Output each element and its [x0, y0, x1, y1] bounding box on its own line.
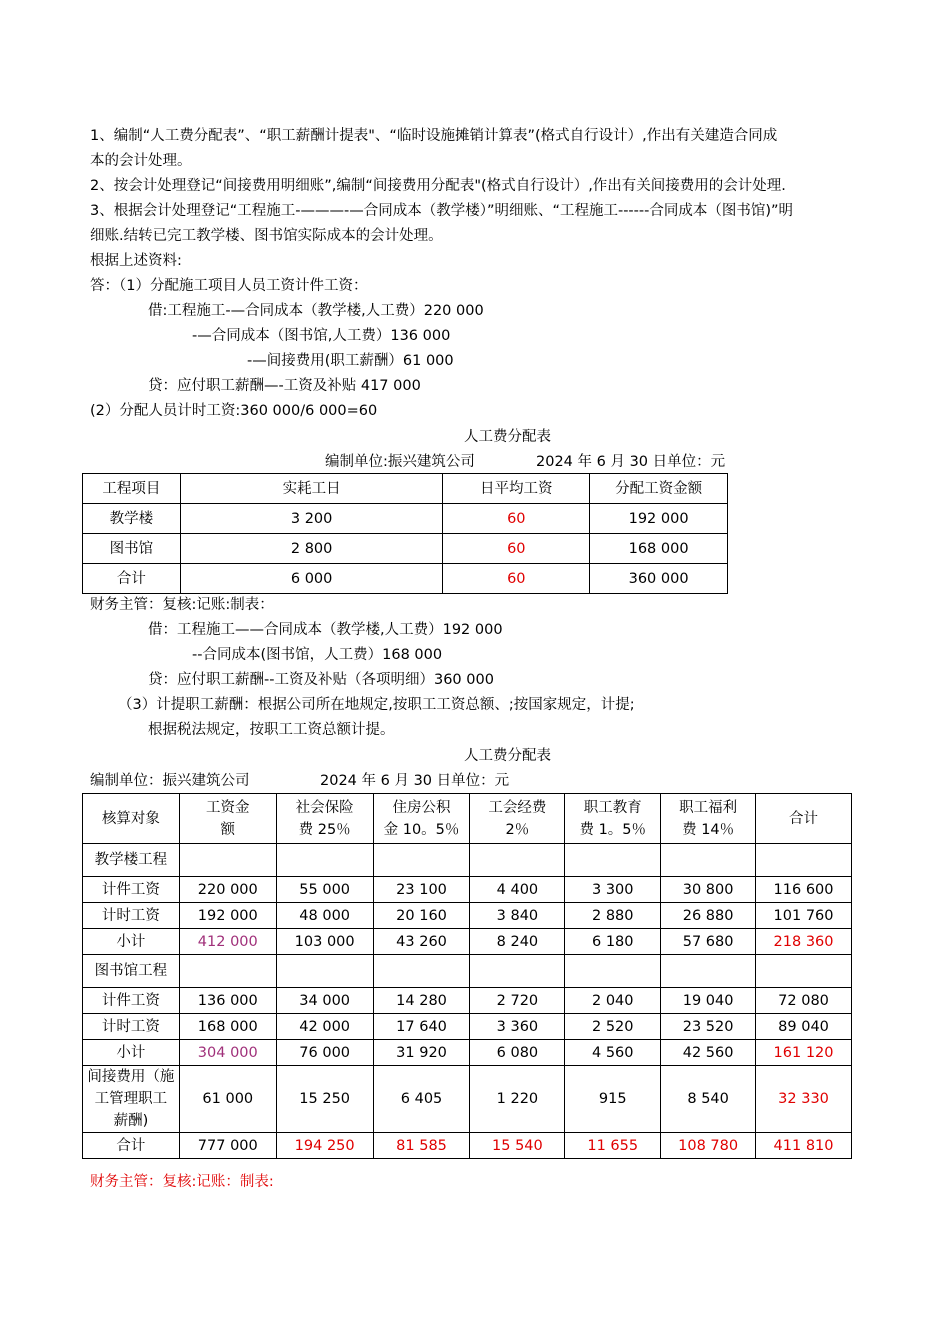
table-2-cell: 76 000	[276, 1040, 373, 1066]
table-1-row	[83, 504, 728, 534]
table-2-cell: 72 080	[756, 988, 852, 1014]
table-2-header-line: 额	[220, 821, 236, 838]
table-2-cell	[565, 844, 661, 877]
table-1-cell: 教学楼	[83, 504, 181, 534]
table-1-cell: 2 800	[180, 534, 443, 564]
table-2-cell	[83, 1066, 180, 1133]
table-2-header-line: 职工教育	[583, 799, 642, 816]
table-2-cell: 915	[565, 1066, 661, 1133]
table-2-cell: 2 720	[470, 988, 565, 1014]
table-2-cell: 3 840	[470, 903, 565, 929]
table-2-cell: 103 000	[276, 929, 373, 955]
table-2-cell: 55 000	[276, 877, 373, 903]
table-2-cell: 教学楼工程	[83, 844, 180, 877]
table-2-cell: 8 240	[470, 929, 565, 955]
table-2-cell: 220 000	[179, 877, 276, 903]
question-1-line-2: 本的会计处理。	[90, 153, 192, 169]
table-2-cell: 1 220	[470, 1066, 565, 1133]
table-2-cell: 23 520	[661, 1014, 756, 1040]
table-2-row	[83, 955, 852, 988]
table-1-cell: 60	[443, 564, 590, 594]
question-3-line-2: 细账.结转已完工教学楼、图书馆实际成本的会计处理。	[90, 228, 443, 244]
table-2-cell: 89 040	[756, 1014, 852, 1040]
answer-2: (2）分配人员计时工资:360 000/6 000=60	[90, 403, 378, 419]
table-2-cell: 777 000	[179, 1133, 276, 1159]
question-1-line-1: 1、编制“人工费分配表”、“职工薪酬计提表"、“临时设施摊销计算表”(格式自行设计）,作出有关建造合同成	[90, 128, 778, 144]
journal-2-credit: 贷：应付职工薪酬--工资及补贴（各项明细）360 000	[148, 672, 494, 688]
table-2-cell: 34 000	[276, 988, 373, 1014]
table-2-header-cell	[83, 794, 180, 844]
table-1-signature: 财务主管：复核:记账:制表：	[90, 597, 274, 613]
table-2-cell: 8 540	[661, 1066, 756, 1133]
table-1-cell: 360 000	[590, 564, 728, 594]
table-2-header-line: 住房公积	[392, 799, 451, 816]
table-1-cell: 60	[443, 534, 590, 564]
table-2-signature: 财务主管：复核:记账：制表:	[90, 1174, 274, 1190]
table-2-cell: 14 280	[373, 988, 470, 1014]
table-1-header-cell: 日平均工资	[443, 474, 590, 504]
table-2-row	[83, 903, 852, 929]
table-2-cell: 6 405	[373, 1066, 470, 1133]
table-2-cell	[470, 844, 565, 877]
table-1-cell: 合计	[83, 564, 181, 594]
journal-1-debit-2: -—合同成本（图书馆,人工费）136 000	[192, 328, 451, 344]
table-2-cell	[276, 955, 373, 988]
table-2-header-line: 社会保险	[295, 799, 354, 816]
table-2-header-cell	[470, 794, 565, 844]
table-2-cell: 23 100	[373, 877, 470, 903]
table-2-cell	[179, 955, 276, 988]
table-2-header-cell	[373, 794, 470, 844]
table-2-cell: 42 560	[661, 1040, 756, 1066]
table-2-cell: 108 780	[661, 1133, 756, 1159]
journal-1-debit: 借:工程施工-—合同成本（教学楼,人工费）220 000	[148, 303, 484, 319]
table-2-cell: 412 000	[179, 929, 276, 955]
journal-1-debit-3: -—间接费用(职工薪酬）61 000	[247, 353, 454, 369]
table-1-date: 2024 年 6 月 30 日单位：元	[536, 454, 726, 470]
table-2-cell	[756, 955, 852, 988]
table-1-row	[83, 564, 728, 594]
table-2-header-cell	[565, 794, 661, 844]
table-2-header-line: 费 25％	[298, 821, 351, 838]
table-2-header-cell	[661, 794, 756, 844]
table-2-header-line: 职工福利	[679, 799, 738, 816]
table-2-cell: 小计	[83, 1040, 180, 1066]
table-2-cell: 32 330	[756, 1066, 852, 1133]
table-2-row	[83, 1040, 852, 1066]
basis-label: 根据上述资料:	[90, 253, 182, 269]
table-2-row	[83, 1066, 852, 1133]
table-2-cell: 57 680	[661, 929, 756, 955]
table-2-row	[83, 1014, 852, 1040]
table-2-header-line: 费 1。5％	[579, 821, 647, 838]
table-2-cell: 2 520	[565, 1014, 661, 1040]
payroll-accrual-table	[82, 793, 852, 1159]
table-2-header-cell	[179, 794, 276, 844]
table-2-cell: 17 640	[373, 1014, 470, 1040]
table-2-cell: 2 880	[565, 903, 661, 929]
answer-3-line-1: （3）计提职工薪酬：根据公司所在地规定,按职工工资总额、;按国家规定，计提;	[118, 697, 635, 713]
table-2-cell: 26 880	[661, 903, 756, 929]
table-2-cell: 计时工资	[83, 903, 180, 929]
table-2-cell: 30 800	[661, 877, 756, 903]
table-1-title: 人工费分配表	[464, 429, 551, 445]
table-2-header-line: 工会经费	[488, 799, 547, 816]
table-1-cell: 168 000	[590, 534, 728, 564]
table-2-cell	[661, 955, 756, 988]
table-2-cell: 192 000	[179, 903, 276, 929]
table-1-cell: 图书馆	[83, 534, 181, 564]
salary-allocation-table	[82, 473, 728, 594]
table-1-header-cell: 分配工资金额	[590, 474, 728, 504]
table-2-header-cell	[276, 794, 373, 844]
table-2-cell: 101 760	[756, 903, 852, 929]
table-1-cell: 60	[443, 504, 590, 534]
table-2-cell	[373, 955, 470, 988]
table-2-cell: 20 160	[373, 903, 470, 929]
table-2-cell	[179, 844, 276, 877]
table-2-row	[83, 1133, 852, 1159]
answer-1: 答：（1）分配施工项目人员工资计件工资：	[90, 278, 368, 294]
table-2-cell: 6 080	[470, 1040, 565, 1066]
table-2-cell: 42 000	[276, 1014, 373, 1040]
table-2-cell: 116 600	[756, 877, 852, 903]
table-2-cell	[373, 844, 470, 877]
table-2-cell: 304 000	[179, 1040, 276, 1066]
table-2-cell	[470, 955, 565, 988]
table-2-cell: 图书馆工程	[83, 955, 180, 988]
table-2-cell: 161 120	[756, 1040, 852, 1066]
table-2-cell: 81 585	[373, 1133, 470, 1159]
question-2: 2、按会计处理登记“间接费用明细账”,编制“间接费用分配表"(格式自行设计）,作出有关间接费用的会计处理.	[90, 178, 786, 194]
table-2-row	[83, 877, 852, 903]
table-2-title: 人工费分配表	[464, 748, 551, 764]
table-2-cell-line: 工管理职工	[94, 1091, 168, 1107]
table-2-header-cell	[756, 794, 852, 844]
table-2-cell: 31 920	[373, 1040, 470, 1066]
table-2-cell: 合计	[83, 1133, 180, 1159]
table-2-cell: 11 655	[565, 1133, 661, 1159]
journal-2-debit-2: --合同成本(图书馆，人工费）168 000	[192, 647, 443, 663]
table-2-cell: 15 250	[276, 1066, 373, 1133]
table-2-cell: 168 000	[179, 1014, 276, 1040]
journal-2-debit: 借：工程施工——合同成本（教学楼,人工费）192 000	[148, 622, 503, 638]
table-1-header-cell: 实耗工日	[180, 474, 443, 504]
table-2-cell: 计件工资	[83, 877, 180, 903]
table-2-cell	[565, 955, 661, 988]
table-1-cell: 3 200	[180, 504, 443, 534]
table-2-cell: 4 400	[470, 877, 565, 903]
table-2-cell: 3 360	[470, 1014, 565, 1040]
table-2-cell: 小计	[83, 929, 180, 955]
table-2-row	[83, 988, 852, 1014]
table-2-row	[83, 929, 852, 955]
question-3-line-1: 3、根据会计处理登记“工程施工-———-—合同成本（教学楼）”明细账、“工程施工------合同成本（图书馆)”明	[90, 203, 794, 219]
table-2-header-line: 费 14％	[682, 821, 735, 838]
table-2-cell	[661, 844, 756, 877]
table-2-cell: 15 540	[470, 1133, 565, 1159]
table-2-row	[83, 844, 852, 877]
table-1-unit: 编制单位:振兴建筑公司	[325, 454, 475, 470]
table-2-cell: 136 000	[179, 988, 276, 1014]
table-2-cell: 计时工资	[83, 1014, 180, 1040]
table-2-cell	[756, 844, 852, 877]
journal-1-credit: 贷：应付职工薪酬—-工资及补贴 417 000	[148, 378, 421, 394]
table-2-cell: 3 300	[565, 877, 661, 903]
table-2-cell: 4 560	[565, 1040, 661, 1066]
table-2-cell: 19 040	[661, 988, 756, 1014]
table-2-date: 2024 年 6 月 30 日单位：元	[320, 773, 510, 789]
table-2-cell: 43 260	[373, 929, 470, 955]
table-2-header-line: 2％	[505, 821, 530, 838]
table-2-header-line: 核算对象	[101, 810, 160, 827]
table-2-cell: 411 810	[756, 1133, 852, 1159]
table-2-cell: 194 250	[276, 1133, 373, 1159]
table-2-header-line: 合计	[789, 810, 819, 827]
table-2-header-line: 金 10。5％	[383, 821, 460, 838]
table-1-cell: 6 000	[180, 564, 443, 594]
table-2-cell	[276, 844, 373, 877]
table-1-cell: 192 000	[590, 504, 728, 534]
table-2-header-line: 工资金	[206, 799, 250, 816]
table-2-cell-line: 薪酬)	[113, 1113, 149, 1129]
table-2-cell-line: 间接费用（施	[87, 1069, 175, 1085]
table-2-cell: 48 000	[276, 903, 373, 929]
answer-3-line-2: 根据税法规定，按职工工资总额计提。	[148, 722, 395, 738]
table-2-cell: 218 360	[756, 929, 852, 955]
table-1-header-cell: 工程项目	[83, 474, 181, 504]
table-2-cell: 6 180	[565, 929, 661, 955]
table-1-row	[83, 534, 728, 564]
table-2-cell: 61 000	[179, 1066, 276, 1133]
table-2-cell: 2 040	[565, 988, 661, 1014]
table-2-cell: 计件工资	[83, 988, 180, 1014]
table-2-unit: 编制单位：振兴建筑公司	[90, 773, 250, 789]
